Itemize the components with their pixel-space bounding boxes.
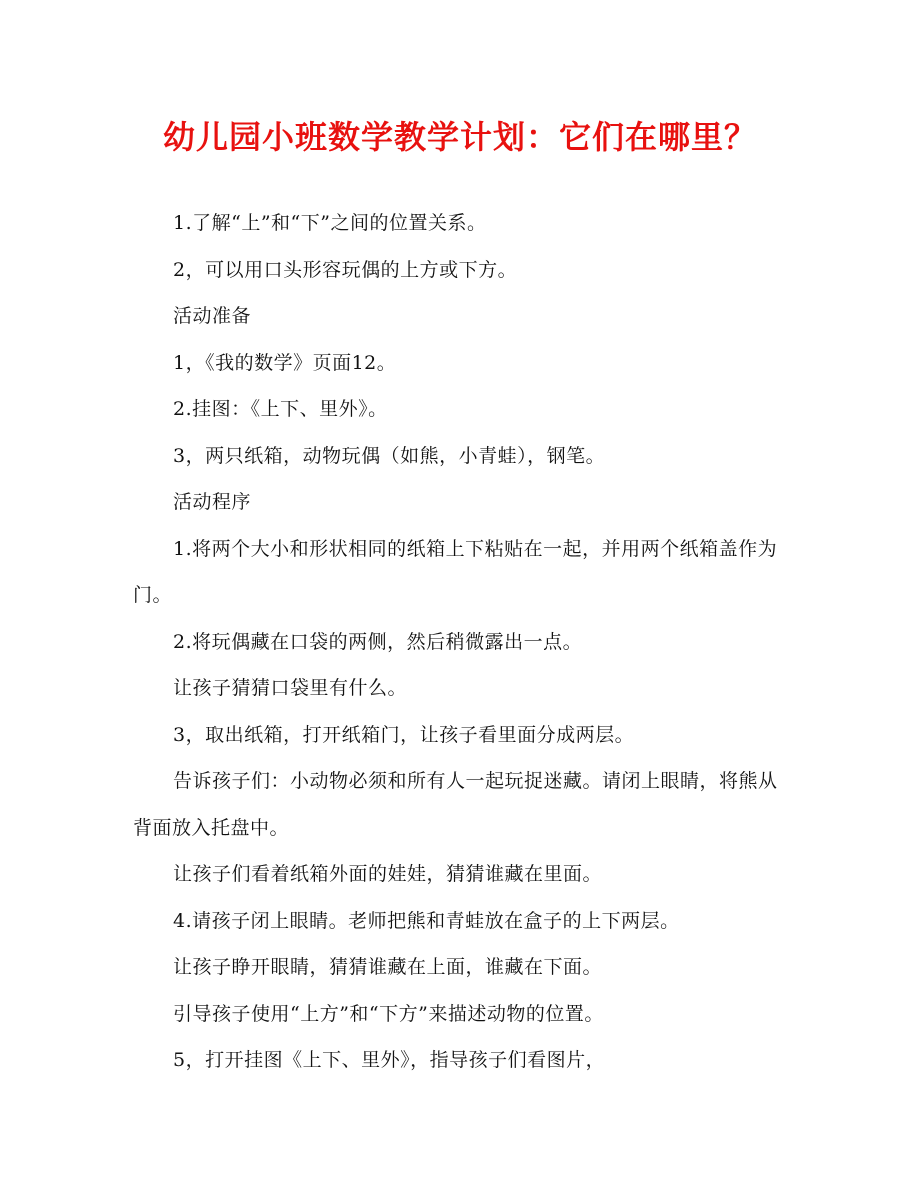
paragraph: 引导孩子使用“上方”和“下方”来描述动物的位置。 bbox=[173, 1002, 604, 1025]
paragraph: 让孩子们看着纸箱外面的娃娃，猜猜谁藏在里面。 bbox=[173, 863, 603, 885]
paragraph: 4.请孩子闭上眼睛。老师把熊和青蛙放在盒子的上下两层。 bbox=[173, 909, 680, 932]
paragraph: 1，《我的数学》页面12。 bbox=[173, 351, 397, 374]
paragraph: 5，打开挂图《上下、里外》，指导孩子们看图片， bbox=[173, 1049, 606, 1071]
paragraph: 2.将玩偶藏在口袋的两侧，然后稍微露出一点。 bbox=[173, 630, 583, 653]
section-heading-preparation: 活动准备 bbox=[173, 305, 252, 327]
paragraph: 让孩子睁开眼睛，猜猜谁藏在上面，谁藏在下面。 bbox=[173, 956, 603, 978]
paragraph: 3，两只纸箱，动物玩偶（如熊，小青蛙），钢笔。 bbox=[173, 444, 606, 467]
document-body bbox=[133, 200, 793, 1084]
section-heading-procedure: 活动程序 bbox=[173, 491, 252, 513]
document-title: 幼儿园小班数学教学计划：它们在哪里？ bbox=[162, 118, 757, 156]
paragraph: 2，可以用口头形容玩偶的上方或下方。 bbox=[173, 258, 518, 281]
paragraph: 1.了解“上”和“下”之间的位置关系。 bbox=[173, 212, 487, 234]
paragraph: 2.挂图：《上下、里外》。 bbox=[173, 398, 388, 420]
paragraph: 3，取出纸箱，打开纸箱门，让孩子看里面分成两层。 bbox=[173, 723, 635, 746]
paragraph: 1.将两个大小和形状相同的纸箱上下粘贴在一起，并用两个纸箱盖作为门。 bbox=[133, 537, 778, 606]
paragraph: 让孩子猜猜口袋里有什么。 bbox=[173, 677, 408, 699]
paragraph: 告诉孩子们：小动物必须和所有人一起玩捉迷藏。请闭上眼睛，将熊从背面放入托盘中。 bbox=[133, 770, 778, 839]
